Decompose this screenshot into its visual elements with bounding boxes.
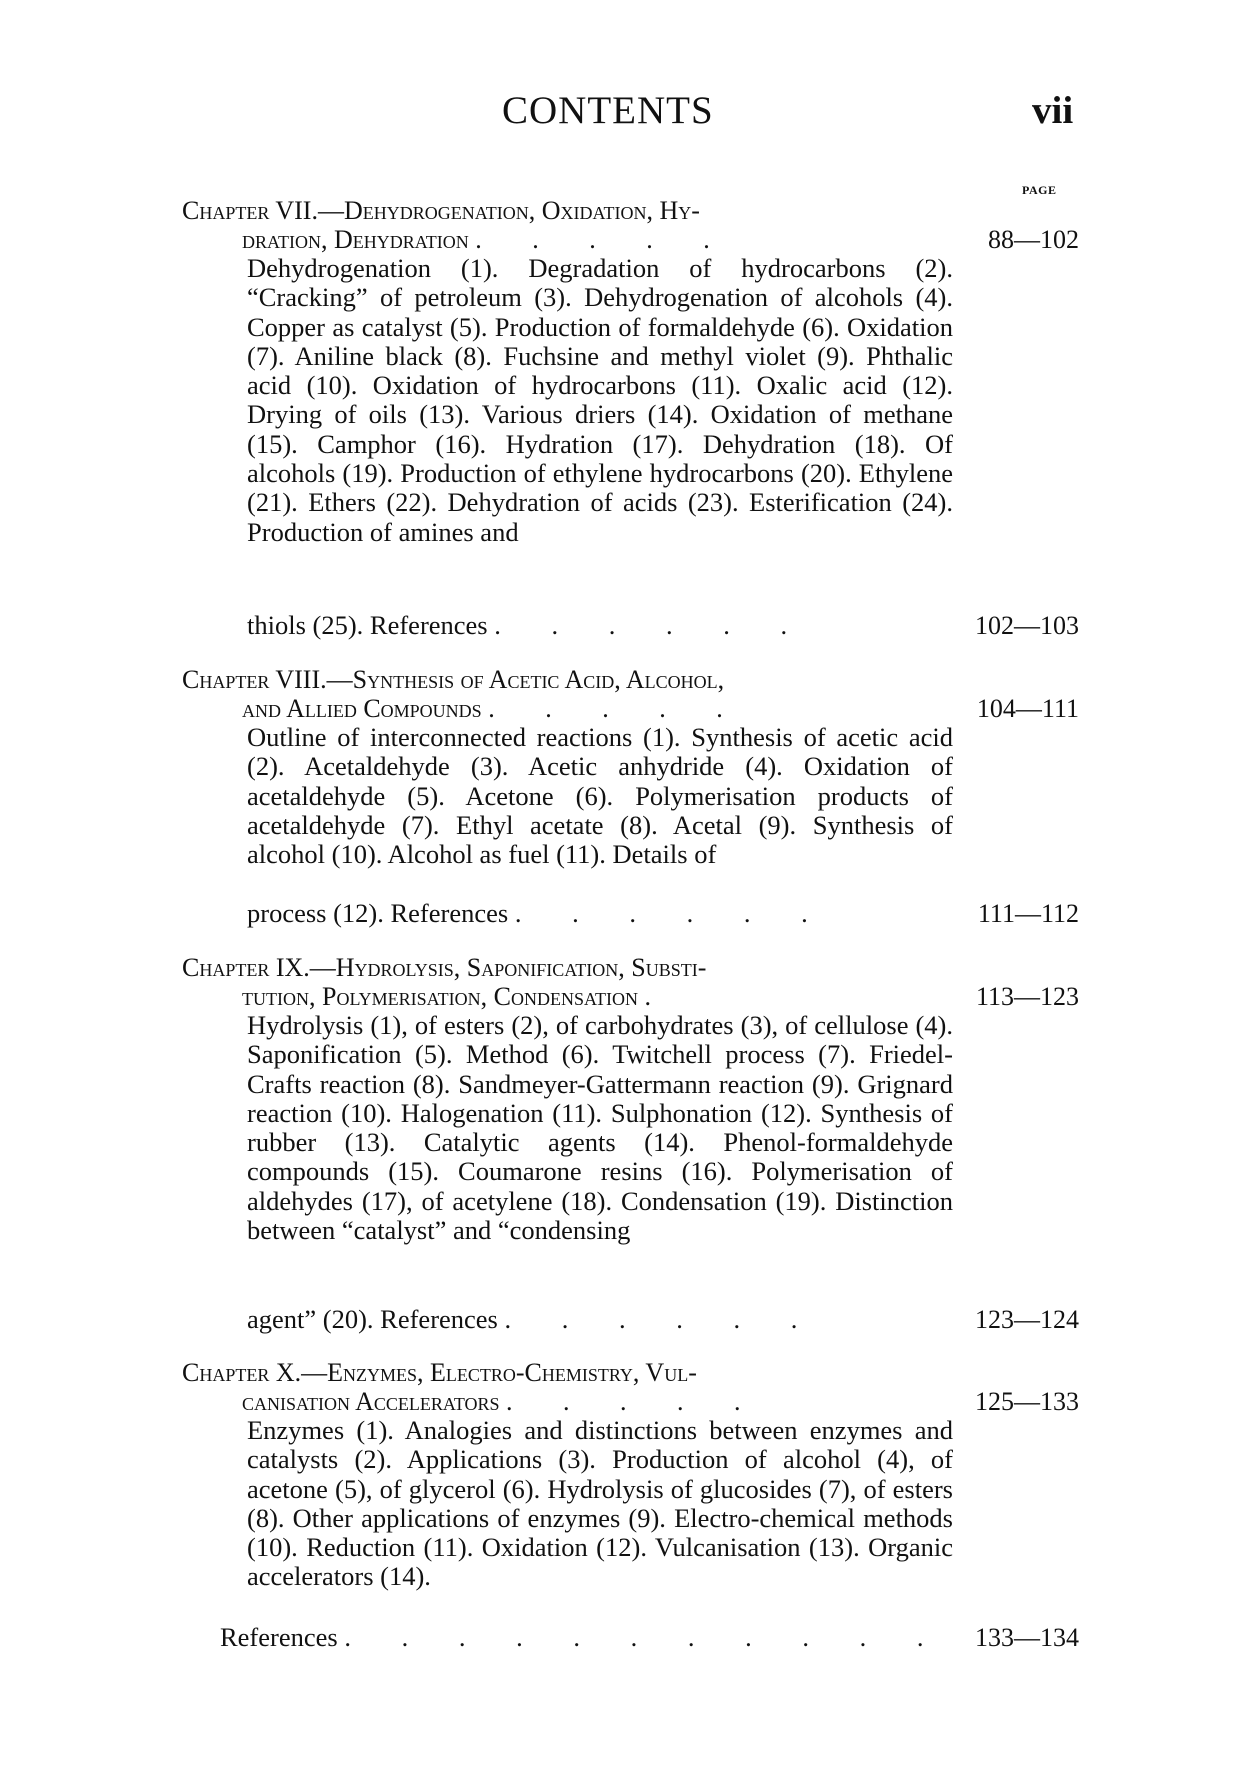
- heading-line2-text: tution, Polymerisation, Condensation: [242, 982, 638, 1011]
- chapter-page-range: 125—133: [975, 1387, 1079, 1416]
- leader-dots: . . . . .: [488, 694, 745, 723]
- heading-line2-text: canisation Accelerators: [242, 1387, 500, 1416]
- chapter-heading: [182, 953, 1082, 1011]
- leader-dots: .: [644, 982, 673, 1011]
- chapter-heading-line1: Chapter VIII.—Synthesis of Acetic Acid, Alcohol,: [182, 665, 725, 694]
- leader-dots: . . . . . . . . . . .: [344, 1622, 946, 1652]
- chapter-heading-line2: [182, 1387, 1082, 1416]
- chapter-heading-line2: [182, 694, 1082, 723]
- chapter-heading: [182, 665, 1082, 723]
- leader-dots: . . . . . .: [504, 1304, 820, 1334]
- leader-dots: . . . . .: [475, 225, 732, 254]
- references-page-range: 102—103: [975, 611, 1079, 640]
- references-line: [220, 1623, 945, 1652]
- chapter-page-range: 113—123: [975, 982, 1079, 1011]
- references-text: thiols (25). References: [247, 610, 488, 640]
- page-column-label: PAGE: [1022, 183, 1057, 197]
- heading-line2-text: and Allied Compounds: [242, 694, 482, 723]
- chapter-heading-line2: [182, 225, 1082, 254]
- references-line: [247, 1305, 819, 1334]
- chapter-summary: Hydrolysis (1), of esters (2), of carbohydrates (3), of cellulose (4). Saponification (5). Method (6). Twitchell process (7). Friedel-Crafts reaction (8). Sandmeyer-Gattermann reaction (9). Grignard reaction (10). Halogenation (11). Sulphonation (12). Synthesis of rubber (13). Catalytic agents (14). Phenol-formaldehyde compounds (15). Coumarone resins (16). Polymerisation of aldehydes (17), of acetylene (18). Condensation (19). Distinction between “catalyst” and “condensing: [247, 1010, 953, 1246]
- chapter-heading-line1: Chapter VII.—Dehydrogenation, Oxidation, Hy-: [182, 196, 700, 225]
- chapter-summary: Outline of interconnected reactions (1). Synthesis of acetic acid (2). Acetaldehyde (3). Acetic anhydride (4). Oxidation of acetaldehyde (5). Acetone (6). Polymerisation products of acetaldehyde (7). Ethyl acetate (8). Acetal (9). Synthesis of alcohol (10). Alcohol as fuel (11). Details of: [247, 722, 953, 870]
- chapter-heading-line1: Chapter IX.—Hydrolysis, Saponification, Substi-: [182, 953, 707, 982]
- running-head: [0, 88, 1259, 138]
- chapter-heading-line2: [182, 982, 1082, 1011]
- leader-dots: . . . . . .: [514, 898, 830, 928]
- references-line: [247, 611, 809, 640]
- chapter-heading-line1: Chapter X.—Enzymes, Electro-Chemistry, Vul-: [182, 1358, 697, 1387]
- chapter-page-range: 104—111: [976, 694, 1079, 723]
- references-page-range: 111—112: [977, 899, 1079, 928]
- leader-dots: . . . . . .: [494, 610, 810, 640]
- references-text: process (12). References: [247, 898, 509, 928]
- chapter-summary: Enzymes (1). Analogies and distinctions between enzymes and catalysts (2). Applications (3). Production of alcohol (4), of acetone (5), of glycerol (6). Hydrolysis of glucosides (7), of esters (8). Other applications of enzymes (9). Electro-chemical methods (10). Reduction (11). Oxidation (12). Vulcanisation (13). Organic accelerators (14).: [247, 1415, 953, 1592]
- references-page-range: 123—124: [975, 1305, 1079, 1334]
- chapter-page-range: 88—102: [988, 225, 1079, 254]
- references-page-range: 133—134: [975, 1623, 1079, 1652]
- references-line: [247, 899, 830, 928]
- references-text: agent” (20). References: [247, 1304, 498, 1334]
- page-title: CONTENTS: [502, 89, 714, 132]
- chapter-heading: [182, 196, 1082, 254]
- leader-dots: . . . . .: [506, 1387, 763, 1416]
- chapter-summary: Dehydrogenation (1). Degradation of hydrocarbons (2). “Cracking” of petroleum (3). Dehydrogenation of alcohols (4). Copper as catalyst (5). Production of formaldehyde (6). Oxidation (7). Aniline black (8). Fuchsine and methyl violet (9). Phthalic acid (10). Oxidation of hydrocarbons (11). Oxalic acid (12). Drying of oils (13). Various driers (14). Oxidation of methane (15). Camphor (16). Hydration (17). Dehydration (18). Of alcohols (19). Production of ethylene hydrocarbons (20). Ethylene (21). Ethers (22). Dehydration of acids (23). Esterification (24). Production of amines and: [247, 253, 953, 547]
- chapter-heading: [182, 1358, 1082, 1416]
- references-text: References: [220, 1622, 338, 1652]
- page-folio: vii: [1032, 89, 1074, 132]
- heading-line2-text: dration, Dehydration: [242, 225, 469, 254]
